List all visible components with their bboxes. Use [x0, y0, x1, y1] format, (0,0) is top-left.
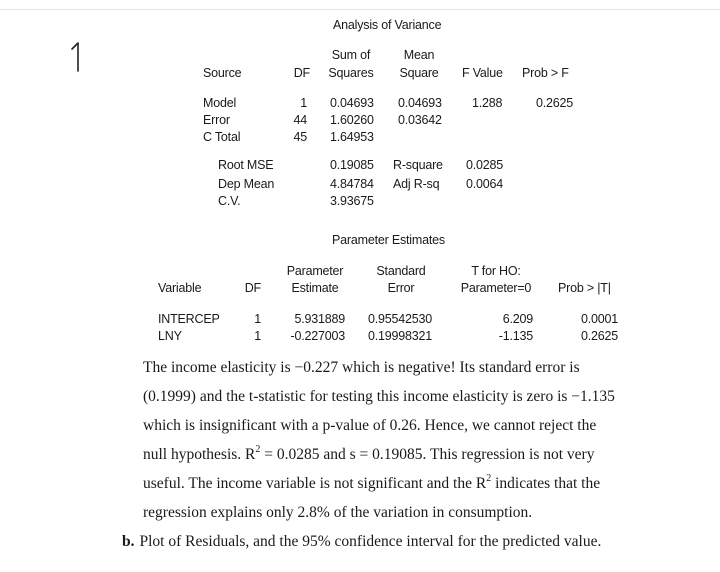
superscript: 2	[486, 472, 492, 484]
anova-header-prob-f: Prob > F	[522, 66, 569, 80]
param-header-t-line1: T for HO:	[471, 264, 521, 278]
anova-header-f-value: F Value	[462, 66, 503, 80]
handwritten-page-mark	[64, 40, 90, 79]
paragraph-text: useful. The income variable is not significant and the R	[143, 475, 487, 492]
cv-value: 3.93675	[330, 194, 374, 208]
anova-f-value: 1.288	[472, 96, 503, 110]
paragraph-text: = 0.0285 and s = 0.19085. This regression is not very	[260, 446, 595, 463]
anova-df: 1	[300, 96, 307, 110]
anova-title: Analysis of Variance	[333, 18, 442, 32]
anova-source: Error	[203, 113, 230, 127]
anova-ss: 1.60260	[330, 113, 374, 127]
param-standard-error: 0.19998321	[368, 329, 433, 343]
paragraph-text: indicates that the	[491, 475, 601, 492]
param-header-df: DF	[244, 281, 261, 295]
anova-ss: 0.04693	[330, 96, 374, 110]
part-b-text: Plot of Residuals, and the 95% confidence interval for the predicted value.	[139, 533, 602, 550]
param-variable: LNY	[158, 329, 182, 343]
part-b-item	[122, 529, 601, 555]
param-standard-error: 0.95542530	[368, 312, 433, 326]
anova-header-ss-line1: Sum of	[331, 48, 371, 62]
anova-header-ms-line2: Square	[399, 66, 439, 80]
param-header-se-line2: Error	[387, 281, 415, 295]
anova-prob-f: 0.2625	[536, 96, 574, 110]
parameter-estimates-title: Parameter Estimates	[332, 233, 445, 247]
param-estimate: 5.931889	[294, 312, 345, 326]
anova-ss: 1.64953	[330, 130, 374, 144]
param-header-t-line2: Parameter=0	[460, 281, 532, 295]
paragraph-line	[143, 469, 643, 498]
param-variable: INTERCEP	[158, 312, 220, 326]
paragraph-line: regression explains only 2.8% of the variation in consumption.	[143, 504, 533, 521]
root-mse-value: 0.19085	[330, 158, 374, 172]
anova-source: Model	[203, 96, 237, 110]
anova-header-df: DF	[293, 66, 310, 80]
root-mse-label: Root MSE	[218, 158, 274, 172]
anova-header-ms-line1: Mean	[403, 48, 435, 62]
param-header-se-line1: Standard	[376, 264, 426, 278]
anova-source: C Total	[203, 130, 241, 144]
superscript: 2	[255, 443, 261, 455]
r-square-label: R-square	[393, 158, 443, 172]
param-prob-t: 0.0001	[580, 312, 618, 326]
param-prob-t: 0.2625	[580, 329, 618, 343]
anova-ms: 0.04693	[398, 96, 442, 110]
param-t-value: -1.135	[498, 329, 533, 343]
adj-r-sq-label: Adj R-sq	[393, 177, 440, 191]
top-divider	[0, 9, 720, 10]
param-header-prob-t: Prob > |T|	[558, 281, 611, 295]
anova-header-source: Source	[203, 66, 242, 80]
anova-df: 45	[293, 130, 307, 144]
dep-mean-label: Dep Mean	[218, 177, 275, 191]
param-estimate: -0.227003	[290, 329, 345, 343]
anova-df: 44	[293, 113, 307, 127]
param-df: 1	[254, 312, 261, 326]
param-header-estimate-line1: Parameter	[286, 264, 344, 278]
param-t-value: 6.209	[502, 312, 533, 326]
param-df: 1	[254, 329, 261, 343]
anova-ms: 0.03642	[398, 113, 442, 127]
cv-label: C.V.	[218, 194, 241, 208]
part-b-label: b.	[122, 533, 135, 550]
param-header-variable: Variable	[158, 281, 202, 295]
dep-mean-value: 4.84784	[330, 177, 374, 191]
paragraph-line	[143, 440, 643, 469]
explanation-paragraph	[143, 353, 643, 527]
anova-header-ss-line2: Squares	[328, 66, 374, 80]
param-header-estimate-line2: Estimate	[291, 281, 339, 295]
paragraph-line: which is insignificant with a p-value of 0.26. Hence, we cannot reject the	[143, 417, 597, 434]
paragraph-line: (0.1999) and the t-statistic for testing this income elasticity is zero is −1.135	[143, 388, 615, 405]
paragraph-line: The income elasticity is −0.227 which is negative! Its standard error is	[143, 359, 580, 376]
adj-r-sq-value: 0.0064	[466, 177, 504, 191]
r-square-value: 0.0285	[466, 158, 504, 172]
paragraph-text: null hypothesis. R	[143, 446, 256, 463]
